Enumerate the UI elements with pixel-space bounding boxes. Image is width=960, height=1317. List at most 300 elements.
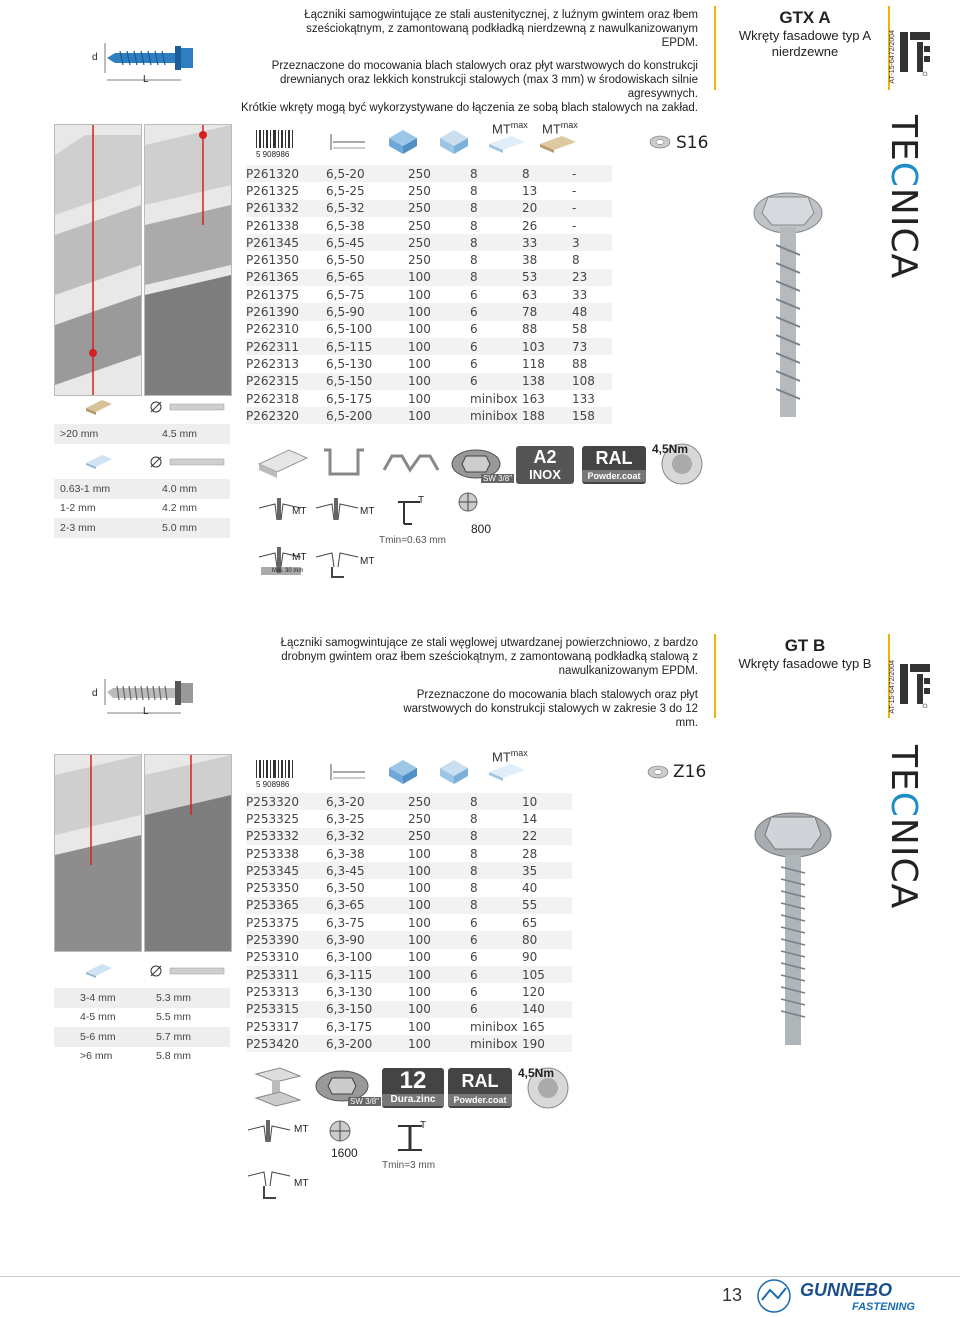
drill-diameter: 4.5 mm	[162, 427, 198, 440]
steel-thickness: >6 mm	[80, 1050, 113, 1063]
table-cell: P253338	[246, 846, 300, 861]
page-number: 13	[722, 1285, 743, 1305]
desc-line-2: Przeznaczone do mocowania blach stalowych oraz płyt warstwowych do konstrukcji drewnianych oraz lekkich konstrukcji stalowych (max 3 mm) w środowiskach silnie agresywnych.	[271, 60, 698, 100]
table-cell: 8	[572, 253, 580, 268]
ite-logo-icon	[900, 32, 930, 76]
table-cell: 100	[408, 287, 431, 302]
steel-thickness: 2-3 mm	[60, 521, 96, 534]
wood-thickness: >20 mm	[60, 427, 99, 440]
table-cell: 100	[408, 881, 431, 896]
washer-icon	[646, 764, 670, 780]
table-cell: 6,3-100	[326, 950, 373, 965]
table-row	[246, 810, 572, 827]
table-row	[246, 269, 612, 286]
table-cell: 158	[572, 407, 612, 424]
desc-line-3: Krótkie wkręty mogą być wykorzystywane do łączenia ze sobą blach stalowych na zakład.	[240, 102, 698, 114]
table-cell: 100	[408, 338, 470, 355]
table-cell: 40	[522, 881, 538, 896]
table-cell: 8	[470, 862, 522, 879]
table-cell: 250	[408, 200, 470, 217]
drill-bit-icon	[148, 962, 228, 980]
table-cell: P262311	[246, 338, 326, 355]
steel-thickness: 4-5 mm	[80, 1011, 116, 1024]
mounting-diagram-steel-b	[54, 754, 142, 952]
table-cell: 55	[522, 897, 572, 914]
table-cell: 6,5-25	[326, 183, 365, 198]
table-row	[246, 407, 612, 424]
dim-l-label: L	[143, 706, 149, 717]
table-cell: 6,3-38	[326, 846, 365, 861]
certificate-number: AT-15-6472/2004	[889, 660, 896, 714]
table-cell: minibox	[470, 1035, 522, 1052]
table-cell: P262318	[246, 391, 300, 406]
table-cell: 188	[522, 407, 572, 424]
table-cell: 28	[522, 846, 538, 861]
table-cell: 6	[470, 303, 522, 320]
i-beam-icon	[250, 1066, 306, 1110]
table-cell: 140	[522, 1001, 572, 1018]
table-cell: 10	[522, 793, 572, 810]
table-cell: P253365	[246, 897, 326, 914]
steel-profile-icon	[318, 440, 373, 484]
product-code: GTX A	[779, 8, 831, 27]
mt-label: MT	[292, 506, 307, 517]
socket-size-label: SW 3/8"	[350, 1097, 380, 1106]
table-cell: 8	[470, 881, 478, 896]
steel-plate-icon	[84, 453, 114, 471]
carton-box-icon	[436, 126, 472, 156]
table-cell: 6,3-50	[326, 881, 365, 896]
table-cell: 8	[470, 234, 522, 251]
steel-plate-icon	[84, 962, 114, 980]
table-row	[246, 897, 572, 914]
table-cell: P261338	[246, 218, 300, 233]
table-cell: 100	[408, 1019, 431, 1034]
table-cell: 100	[408, 269, 470, 286]
table-row	[246, 373, 612, 390]
table-cell: 250	[408, 165, 470, 182]
table-cell: 100	[408, 391, 431, 406]
table-cell: 8	[470, 218, 478, 233]
table-row	[246, 251, 612, 268]
table-cell: P253315	[246, 1001, 326, 1018]
table-cell: -	[572, 183, 577, 198]
wood-board-icon	[255, 440, 310, 484]
table-cell: 8	[470, 269, 522, 286]
table-row	[246, 182, 612, 199]
section1-description	[230, 8, 698, 115]
table-cell: 6,5-130	[326, 356, 373, 371]
table-row	[246, 949, 572, 966]
table-cell: 6,5-50	[326, 253, 365, 268]
table-cell: 6,3-32	[326, 828, 408, 845]
ral-powder-badge: RAL Powder.coat	[448, 1068, 512, 1108]
drill-diameter: 5.7 mm	[156, 1030, 192, 1043]
table-row	[246, 217, 612, 234]
table-cell: 6,5-45	[326, 234, 408, 251]
table-cell: 6,3-20	[326, 793, 408, 810]
mt-label: MT	[360, 506, 375, 517]
table-cell: 26	[522, 218, 538, 233]
table-row	[246, 165, 612, 182]
table-cell: P253345	[246, 862, 326, 879]
table-row	[246, 1018, 572, 1035]
table-cell: 6,3-175	[326, 1019, 373, 1034]
divider-bar	[714, 634, 716, 718]
barcode-number: 5 908986	[256, 150, 290, 159]
table-row	[246, 303, 612, 320]
table-cell: 100	[408, 950, 431, 965]
table-cell: 6,5-100	[326, 322, 373, 337]
min-depth-label: Min. 30 mm	[272, 568, 304, 574]
table-cell: P253317	[246, 1019, 300, 1034]
table-cell: 6,5-65	[326, 269, 408, 286]
table-cell: 23	[572, 269, 612, 286]
table-row	[246, 931, 572, 948]
table-cell: 250	[408, 218, 431, 233]
steel-drill-table-b	[54, 988, 230, 1066]
table-cell: 48	[572, 303, 612, 320]
drill-diameter: 5.8 mm	[156, 1050, 192, 1063]
durazinc-badge: 12 Dura.zinc	[382, 1068, 444, 1108]
table-row	[246, 321, 612, 338]
mt-label: MT	[294, 1124, 309, 1135]
torque-value: 4,5Nm	[652, 442, 689, 456]
table-row	[246, 200, 612, 217]
table-cell: P261345	[246, 234, 326, 251]
desc-line-2: Przeznaczone do mocowania blach stalowych oraz płyt warstwowych do konstrukcji stalowych w zakresie 3 do 12 mm.	[403, 689, 698, 729]
product-subname: nierdzewne	[771, 44, 839, 59]
table-cell: P261325	[246, 183, 300, 198]
table-cell: 6	[470, 966, 522, 983]
wood-drill-table	[54, 424, 230, 444]
dim-d-label: d	[92, 52, 98, 63]
table-cell: 8	[470, 828, 522, 845]
table-cell: 6,3-25	[326, 811, 365, 826]
table-row	[246, 793, 572, 810]
table-cell: 6,5-200	[326, 407, 408, 424]
tmin-label: Tmin=0.63 mm	[379, 535, 446, 546]
table-cell: 8	[522, 165, 572, 182]
table-cell: 6	[470, 373, 522, 390]
torque-value: 4,5Nm	[518, 1066, 555, 1080]
table-cell: 100	[408, 897, 470, 914]
table-cell: 6,5-175	[326, 391, 373, 406]
table-cell: 250	[408, 253, 431, 268]
table-cell: 100	[408, 322, 431, 337]
steel-thickness: 5-6 mm	[80, 1030, 116, 1043]
rpm-value: 1600	[331, 1146, 358, 1160]
ite-logo-icon	[900, 664, 930, 708]
drill-diameter: 5.5 mm	[156, 1011, 192, 1024]
drill-speed-icon	[326, 1118, 358, 1148]
table-row	[246, 914, 572, 931]
table-cell: -	[572, 165, 612, 182]
table-cell: 6,5-90	[326, 303, 408, 320]
table-cell: P253420	[246, 1035, 326, 1052]
table-cell: 120	[522, 984, 545, 999]
table-cell: P262310	[246, 322, 300, 337]
table-cell: 65	[522, 915, 538, 930]
table-cell: P253350	[246, 881, 300, 896]
table-cell: -	[572, 200, 612, 217]
table-cell: P253390	[246, 931, 326, 948]
table-cell: 14	[522, 811, 538, 826]
table-cell: 8	[470, 165, 522, 182]
washer-icon	[648, 134, 672, 150]
table-cell: 100	[408, 966, 470, 983]
table-row	[246, 1035, 572, 1052]
table-cell: 6	[470, 984, 478, 999]
table-cell: 53	[522, 269, 572, 286]
barcode-number: 5 908986	[256, 780, 290, 789]
tecnica-brand: TECNICA	[883, 745, 924, 910]
ral-powder-badge: RAL Powder.coat	[582, 446, 646, 484]
table-cell: 8	[470, 253, 478, 268]
product-header-a	[725, 8, 885, 60]
table-cell: 103	[522, 338, 572, 355]
table-cell: 6,3-115	[326, 966, 408, 983]
gunnebo-brand: GUNNEBO	[800, 1280, 893, 1300]
tmin-label: Tmin=3 mm	[382, 1160, 436, 1171]
table-cell: 6,3-90	[326, 931, 408, 948]
product-code: GT B	[784, 636, 826, 655]
table-cell: 6,5-115	[326, 338, 408, 355]
drill-diameter: 5.3 mm	[156, 991, 192, 1004]
table-row	[246, 355, 612, 372]
mt-max-steel-label: $MT^{max}$	[492, 120, 528, 137]
table-cell: P253325	[246, 811, 300, 826]
table-row	[246, 828, 572, 845]
table-cell: 250	[408, 811, 431, 826]
product-header-b	[725, 636, 885, 672]
table-cell: 6	[470, 322, 478, 337]
table-row	[246, 845, 572, 862]
box-package-icon	[385, 756, 421, 786]
table-cell: 250	[408, 828, 470, 845]
table-cell: P262320	[246, 407, 326, 424]
screw-b-photo	[745, 795, 855, 1050]
table-cell: 8	[470, 200, 522, 217]
carton-box-icon	[436, 756, 472, 786]
table-cell: 13	[522, 183, 538, 198]
table-cell: 100	[408, 915, 431, 930]
table-cell: 6,3-75	[326, 915, 365, 930]
screw-dimension-icon	[325, 760, 370, 784]
table-cell: 80	[522, 931, 572, 948]
table-row	[246, 286, 612, 303]
table-cell: 6,3-200	[326, 1035, 408, 1052]
table-cell: 250	[408, 234, 470, 251]
table-cell: 35	[522, 862, 572, 879]
table-cell: P253332	[246, 828, 326, 845]
drill-diameter: 4.0 mm	[162, 482, 198, 495]
drill-bit-icon	[148, 453, 228, 471]
table-cell: 6,5-32	[326, 200, 408, 217]
table-cell: P261365	[246, 269, 326, 286]
t-label: T	[418, 495, 425, 506]
table-cell: 100	[408, 373, 470, 390]
divider-bar	[714, 6, 716, 90]
table-cell: P253313	[246, 984, 300, 999]
table-cell: 6	[470, 915, 478, 930]
table-cell: 6,5-38	[326, 218, 365, 233]
table-cell: 8	[470, 811, 478, 826]
gunnebo-logo-icon	[752, 1278, 796, 1314]
screw-b-drawing	[85, 675, 215, 725]
table-cell: P261332	[246, 200, 326, 217]
steel-plate-icon	[485, 134, 529, 154]
desc-line-1: Łączniki samogwintujące ze stali austenitycznej, z luźnym gwintem oraz łbem sześciokątnym, z zamontowaną podkładką nierdzewną z nawulkanizowanym EPDM.	[304, 9, 698, 49]
mt-label: MT	[294, 1178, 309, 1189]
table-cell: 33	[572, 287, 588, 302]
table-cell: P253311	[246, 966, 326, 983]
table-cell: 58	[572, 322, 588, 337]
drill-diameter: 5.0 mm	[162, 521, 198, 534]
t-profile-icon	[392, 494, 432, 530]
table-cell: P253375	[246, 915, 300, 930]
drill-speed-icon	[456, 490, 484, 520]
table-cell: 133	[572, 391, 595, 406]
spec-table-a	[246, 165, 612, 424]
table-cell: 38	[522, 253, 538, 268]
table-cell: 6	[470, 950, 478, 965]
wood-board-icon	[536, 134, 580, 154]
table-cell: 100	[408, 1035, 470, 1052]
table-cell: P253320	[246, 793, 326, 810]
table-cell: 250	[408, 183, 431, 198]
table-cell: 100	[408, 356, 431, 371]
table-cell: 138	[522, 373, 572, 390]
table-cell: 100	[408, 984, 431, 999]
table-cell: 100	[408, 407, 470, 424]
table-cell: -	[572, 218, 577, 233]
table-cell: 6	[470, 931, 522, 948]
spec-table-b	[246, 793, 572, 1052]
table-cell: 6	[470, 338, 522, 355]
a2-inox-badge: A2 INOX	[516, 446, 574, 484]
mounting-diagram-profile-b	[144, 754, 232, 952]
table-cell: P262315	[246, 373, 326, 390]
table-cell: 163	[522, 391, 545, 406]
table-cell: P261375	[246, 287, 300, 302]
mounting-diagram-wood	[54, 124, 142, 396]
steel-plate-icon	[485, 762, 529, 782]
table-cell: 100	[408, 862, 470, 879]
product-name: Wkręty fasadowe typ B	[738, 656, 872, 671]
table-cell: 6,3-150	[326, 1001, 408, 1018]
table-cell: 100	[408, 303, 470, 320]
material-label: Z16	[673, 762, 707, 782]
screw-a-photo	[740, 175, 850, 425]
mt-max-steel-label: $MT^{max}$	[492, 748, 528, 765]
table-cell: P253310	[246, 950, 300, 965]
table-cell: 20	[522, 200, 572, 217]
install-diagram-steel-2	[312, 494, 362, 524]
dim-d-label: d	[92, 688, 98, 699]
mt-label: MT	[292, 552, 307, 563]
material-label: S16	[676, 133, 709, 153]
drill-diameter: 4.2 mm	[162, 502, 198, 515]
table-row	[246, 338, 612, 355]
table-cell: 105	[522, 966, 572, 983]
table-cell: 100	[408, 1001, 470, 1018]
table-row	[246, 966, 572, 983]
table-cell: minibox	[470, 1019, 518, 1034]
table-cell: 190	[522, 1035, 572, 1052]
table-cell: 100	[408, 846, 431, 861]
table-cell: P261320	[246, 165, 326, 182]
table-cell: 250	[408, 793, 470, 810]
screw-dimension-icon	[325, 130, 370, 154]
rpm-value: 800	[471, 522, 492, 536]
section2-description	[230, 636, 698, 730]
socket-size-label: SW 3/8"	[483, 474, 513, 483]
box-package-icon	[385, 126, 421, 156]
fastening-brand: FASTENING	[852, 1301, 915, 1313]
mt-max-wood-label: $MT^{max}$	[542, 120, 578, 137]
table-cell: 73	[572, 338, 612, 355]
certificate-number: AT-15-6472/2004	[889, 30, 896, 84]
table-cell: 88	[522, 322, 538, 337]
table-row	[246, 879, 572, 896]
table-cell: 6	[470, 1001, 522, 1018]
footer-divider	[0, 1276, 960, 1277]
table-cell: 118	[522, 356, 545, 371]
table-cell: 6,5-150	[326, 373, 408, 390]
table-row	[246, 983, 572, 1000]
table-cell: 33	[522, 234, 572, 251]
table-cell: P261350	[246, 253, 300, 268]
trapezoid-sheet-icon	[382, 440, 442, 484]
install-diagram-profile	[244, 1166, 296, 1202]
mt-label: MT	[360, 556, 375, 567]
table-cell: P261390	[246, 303, 326, 320]
table-cell: 6,3-130	[326, 984, 373, 999]
desc-line-1: Łączniki samogwintujące ze stali węglowej utwardzanej powierzchniowo, z bardzo drobnym gwintem oraz łbem sześciokątnym, z zamontowaną podkładką stalową z nawulkanizowanym EPDM.	[280, 637, 698, 677]
tecnica-brand: TECNICA	[883, 115, 924, 280]
table-row	[246, 1001, 572, 1018]
drill-bit-icon	[148, 398, 228, 416]
table-cell: 165	[522, 1019, 545, 1034]
table-cell: minibox	[470, 391, 518, 406]
table-cell: 100	[408, 931, 470, 948]
table-row	[246, 390, 612, 407]
table-cell: P262313	[246, 356, 300, 371]
table-cell: 3	[572, 234, 612, 251]
steel-thickness: 1-2 mm	[60, 502, 96, 515]
screw-a-drawing	[85, 28, 215, 88]
table-cell: 78	[522, 303, 572, 320]
table-cell: 6,5-20	[326, 165, 408, 182]
table-cell: 108	[572, 373, 612, 390]
table-cell: minibox	[470, 407, 522, 424]
table-cell: 8	[470, 897, 522, 914]
table-row	[246, 234, 612, 251]
dim-l-label: L	[143, 74, 149, 85]
table-row	[246, 862, 572, 879]
table-cell: 88	[572, 356, 588, 371]
table-cell: 8	[470, 793, 522, 810]
table-cell: 6,5-75	[326, 287, 365, 302]
table-cell: 90	[522, 950, 538, 965]
table-cell: 6	[470, 287, 478, 302]
table-cell: 6,3-65	[326, 897, 408, 914]
install-diagram-steel	[244, 1118, 296, 1146]
steel-thickness: 3-4 mm	[80, 991, 116, 1004]
table-cell: 63	[522, 287, 538, 302]
table-cell: 22	[522, 828, 572, 845]
